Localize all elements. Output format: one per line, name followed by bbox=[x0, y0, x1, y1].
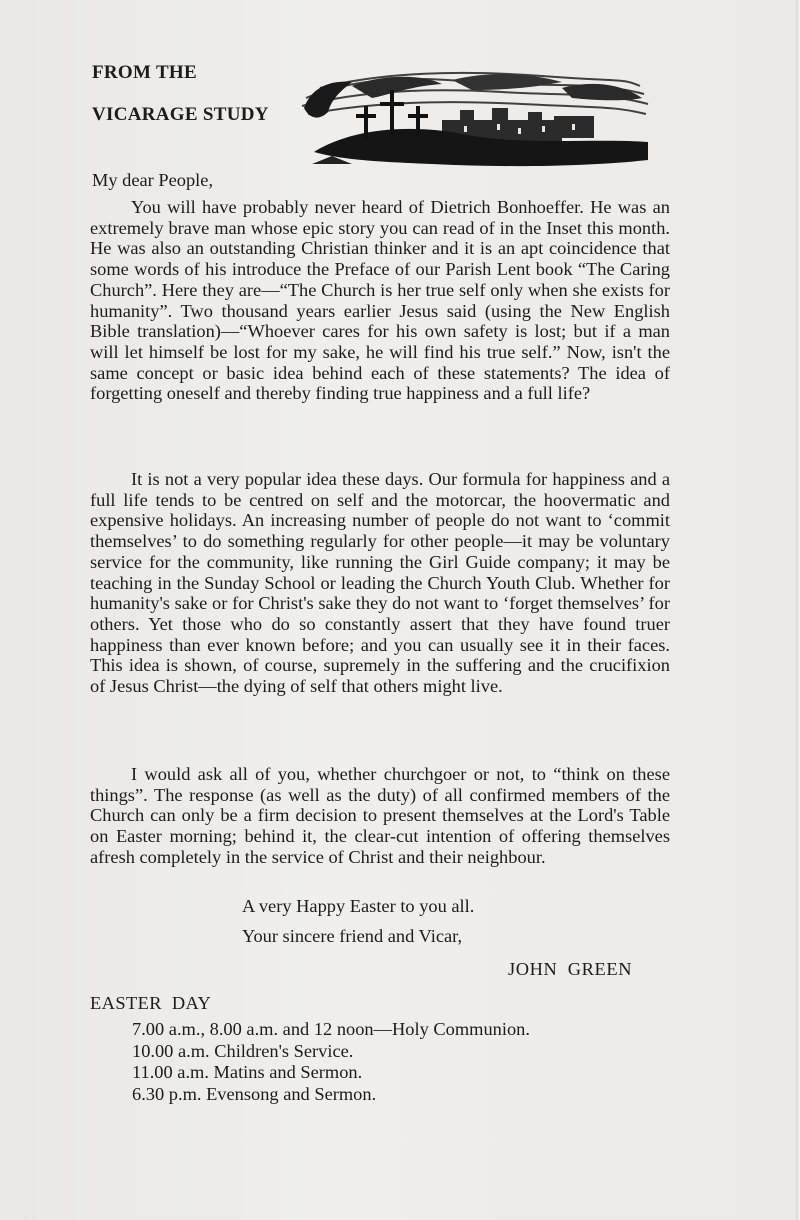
letter-paragraph-1: You will have probably never heard of Dietrich Bonhoeffer. He was an extremely brave man whose epic story you can read of in the Inset this month. He was also an outstanding Christian thinker and it is an apt coincidence that some words of his introduce the Preface of our Parish Lent book “The Caring Church”. Here they are—“The Church is her true self only when she exists for humanity”. Two thousand years earlier Jesus said (using the New English Bible translation)—“Whoever cares for his own safety is lost; but if a man will let himself be lost for my sake, he will find his true self.” Now, isn't the same concept or basic idea behind each of these statements? The idea of forgetting oneself and thereby finding true happiness and a full life? bbox=[90, 197, 670, 404]
signature: JOHN GREEN bbox=[508, 959, 633, 979]
letter-paragraph-2: It is not a very popular idea these days. Our formula for happiness and a full life tends to be centred on self and the motorcar, the hoovermatic and expensive holidays. An increasing number of people do not want to ‘commit themselves’ to do something regularly for other people—it may be voluntary service for the community, like running the Girl Guide company; it may be teaching in the Sunday School or leading the Church Youth Club. Whether for humanity's sake or for Christ's sake they do not want to ‘forget themselves’ for others. Yet those who do so constantly assert that they have found truer happiness than ever known before; and you can usually see it in their faces. This idea is shown, of course, supremely in the suffering and the crucifixion of Jesus Christ—the dying of self that others might live. bbox=[90, 469, 670, 697]
service-list bbox=[132, 1019, 530, 1105]
letter-paragraph-3: I would ask all of you, whether churchgoer or not, to “think on these things”. The response (as well as the duty) of all confirmed members of the Church can only be a firm decision to present themselves at the Lord's Table on Easter morning; behind it, the clear-cut intention of offering themselves afresh completely in the service of Christ and their neighbour. bbox=[90, 764, 670, 867]
page-edge bbox=[796, 0, 800, 1220]
heading-line-2: VICARAGE STUDY bbox=[92, 104, 269, 125]
list-item: 6.30 p.m. Evensong and Sermon. bbox=[132, 1083, 377, 1104]
closing-valediction: Your sincere friend and Vicar, bbox=[242, 926, 463, 946]
calvary-crosses-illustration bbox=[292, 68, 652, 168]
letter-salutation: My dear People, bbox=[92, 170, 214, 190]
heading-line-1: FROM THE bbox=[92, 62, 197, 83]
list-item: 7.00 a.m., 8.00 a.m. and 12 noon—Holy Communion. bbox=[132, 1019, 530, 1039]
easter-day-heading: EASTER DAY bbox=[90, 993, 212, 1013]
list-item: 11.00 a.m. Matins and Sermon. bbox=[132, 1062, 363, 1082]
closing-greeting: A very Happy Easter to you all. bbox=[242, 896, 475, 916]
list-item: 10.00 a.m. Children's Service. bbox=[132, 1040, 354, 1061]
